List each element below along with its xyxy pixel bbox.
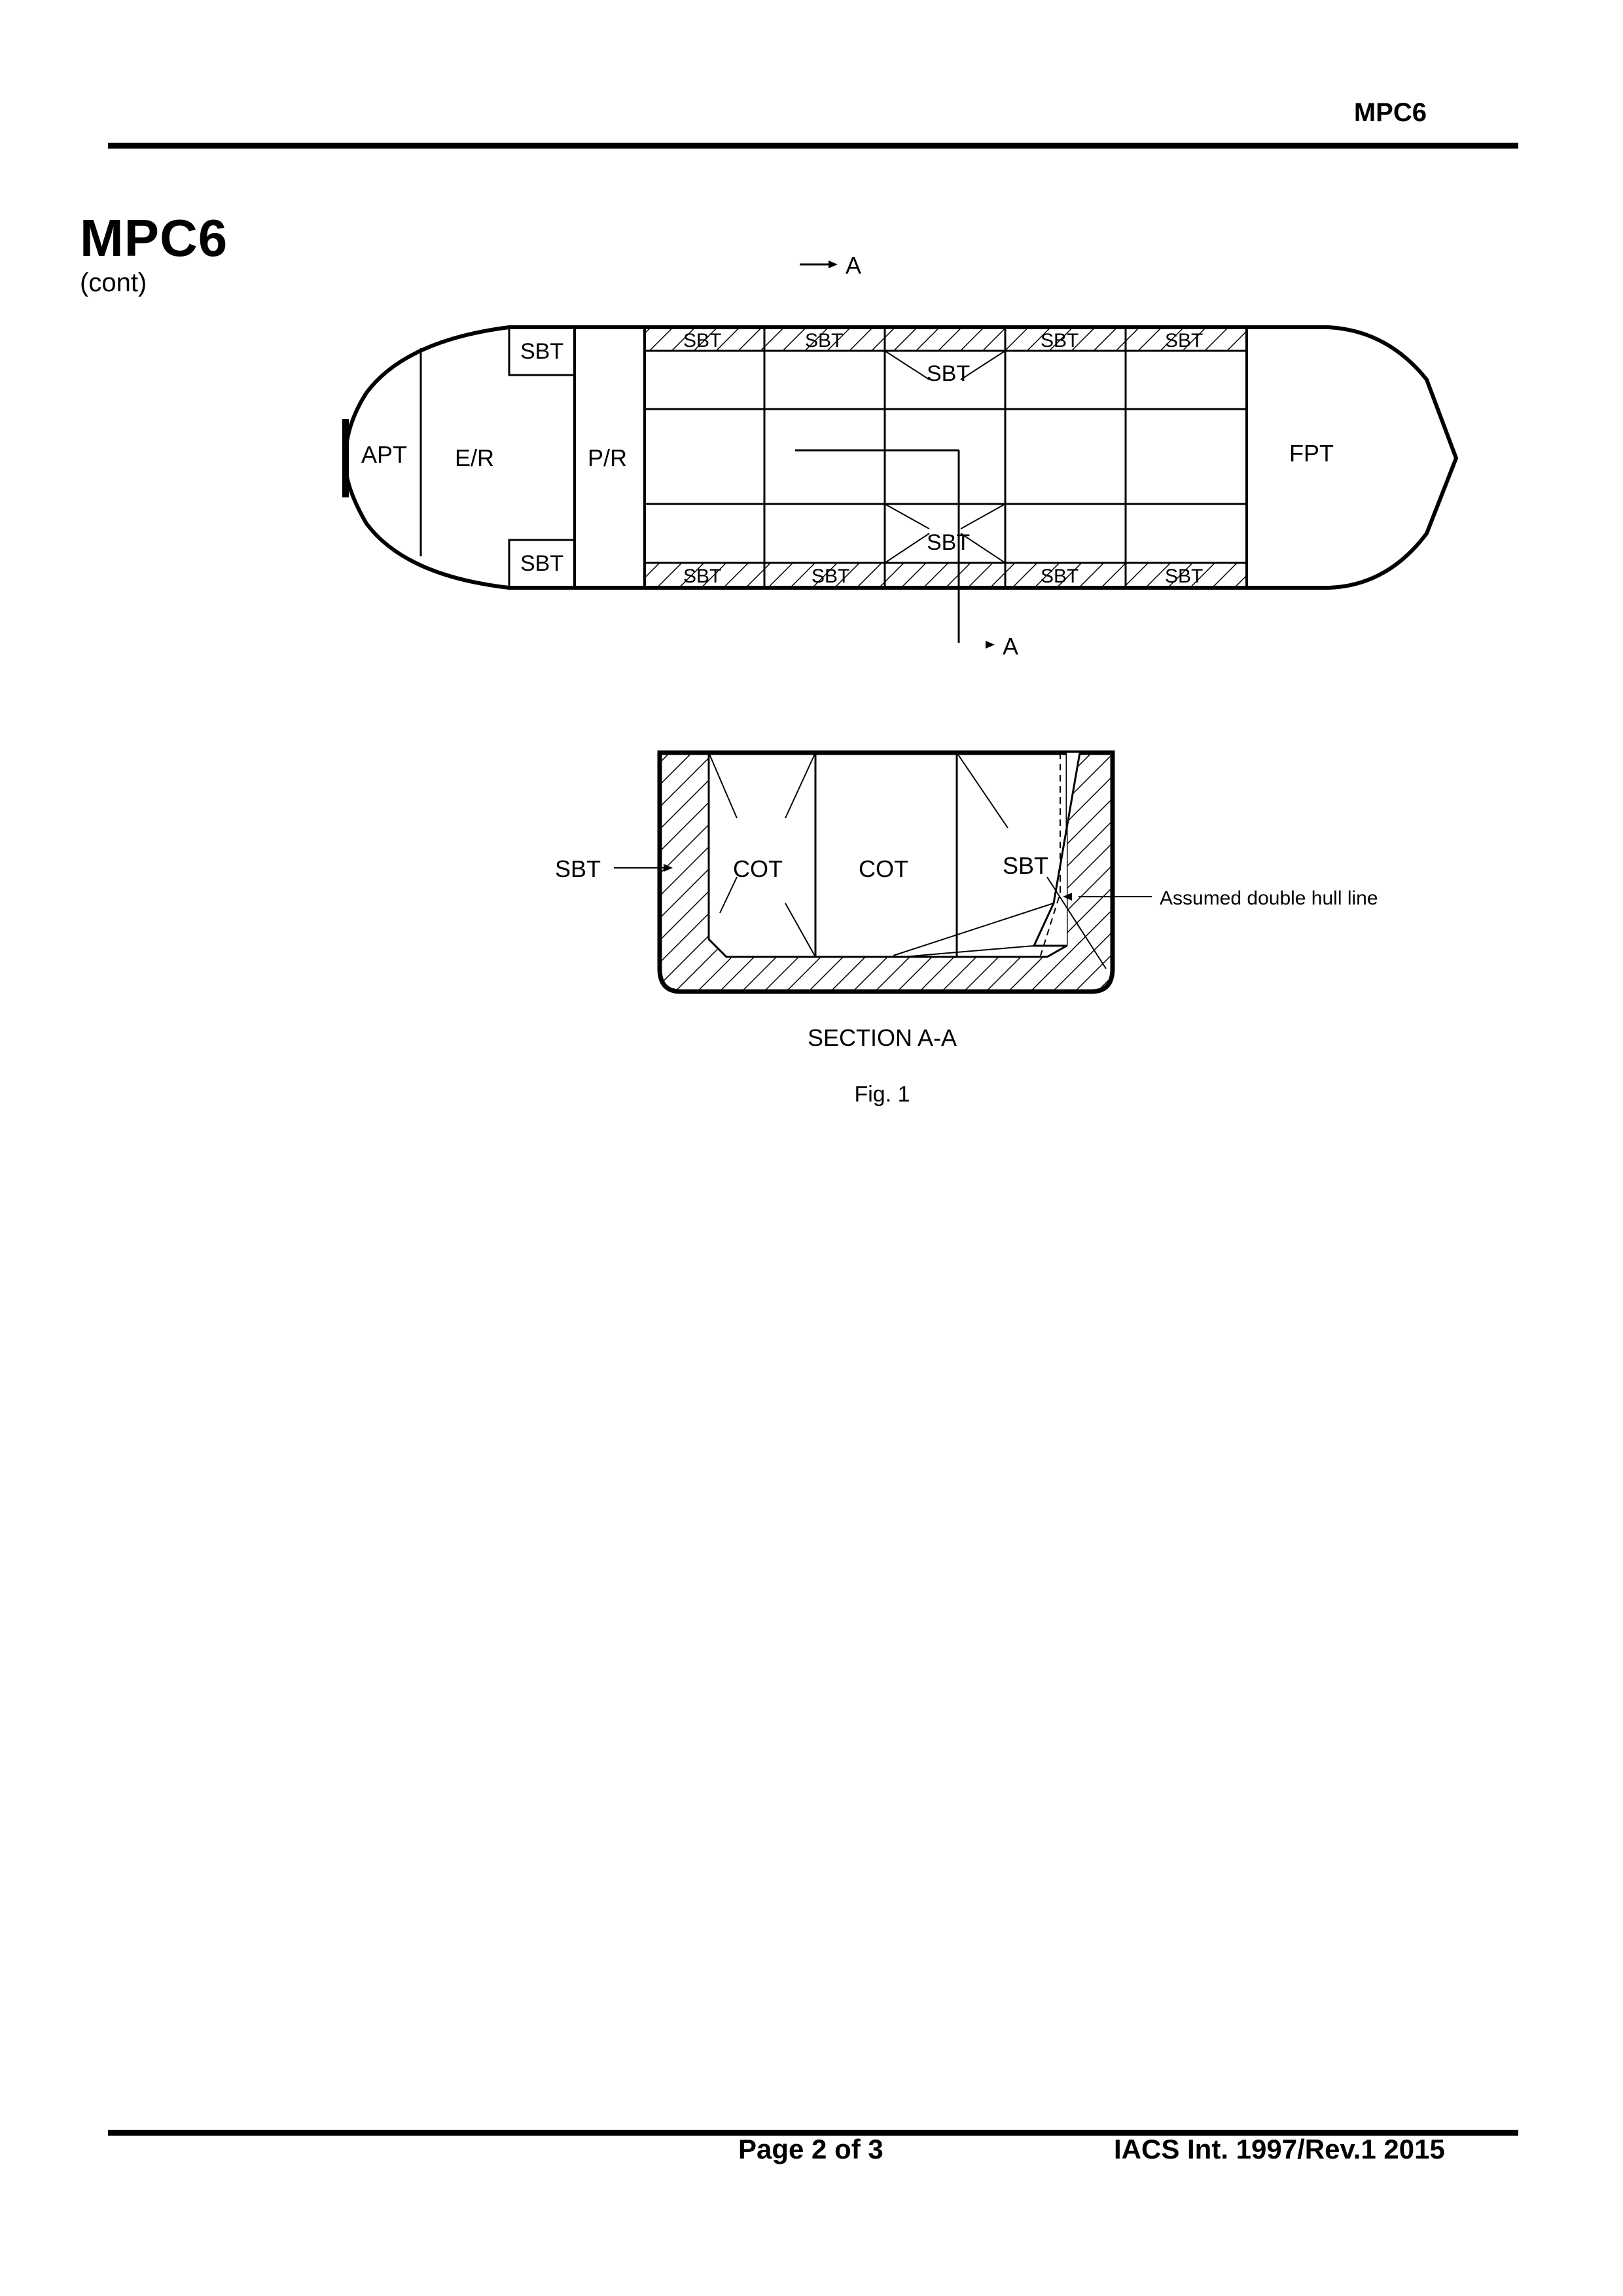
label-sbt-wing-bottom-2: SBT [812,565,850,587]
label-sbt-center-top: SBT [927,361,971,386]
figure-caption: Fig. 1 [854,1082,910,1107]
label-section-sbt-right: SBT [1003,852,1049,879]
label-sbt-wing-top-1: SBT [683,330,722,351]
label-fpt: FPT [1289,440,1334,467]
label-sbt-wing-top-4: SBT [1165,330,1204,351]
label-pump-room: P/R [588,444,628,471]
label-section-cot-1: COT [733,855,783,882]
label-section-cot-2: COT [859,855,908,882]
label-apt: APT [361,441,408,468]
label-sbt-wing-top-3: SBT [1041,330,1079,351]
label-sbt-wing-bottom-4: SBT [1165,565,1204,587]
section-arrow-bottom [986,641,995,649]
label-section-sbt-left: SBT [555,855,601,882]
label-sbt-wing-bottom-1: SBT [683,565,722,587]
label-sbt-wing-top-2: SBT [805,330,844,351]
section-marker-top: A [846,252,862,279]
label-sbt-er-top: SBT [520,339,564,364]
hatch-bottom [645,563,1247,586]
label-sbt-wing-bottom-3: SBT [1041,565,1079,587]
plan-view [346,252,1456,660]
footer-page-number: Page 2 of 3 [738,2134,883,2164]
label-engine-room: E/R [455,444,495,471]
section-view [555,753,1378,1051]
label-sbt-center-bottom: SBT [927,530,971,555]
label-assumed-double-hull: Assumed double hull line [1160,888,1378,909]
section-title: SECTION A-A [807,1024,957,1051]
section-continued-label: (cont) [80,268,147,297]
footer-reference: IACS Int. 1997/Rev.1 2015 [1114,2134,1445,2164]
section-code: MPC6 [80,209,228,267]
hatch-top [645,327,1247,351]
section-marker-bottom: A [1003,633,1019,660]
header-document-code: MPC6 [1353,98,1427,127]
label-sbt-er-bottom: SBT [520,551,564,576]
